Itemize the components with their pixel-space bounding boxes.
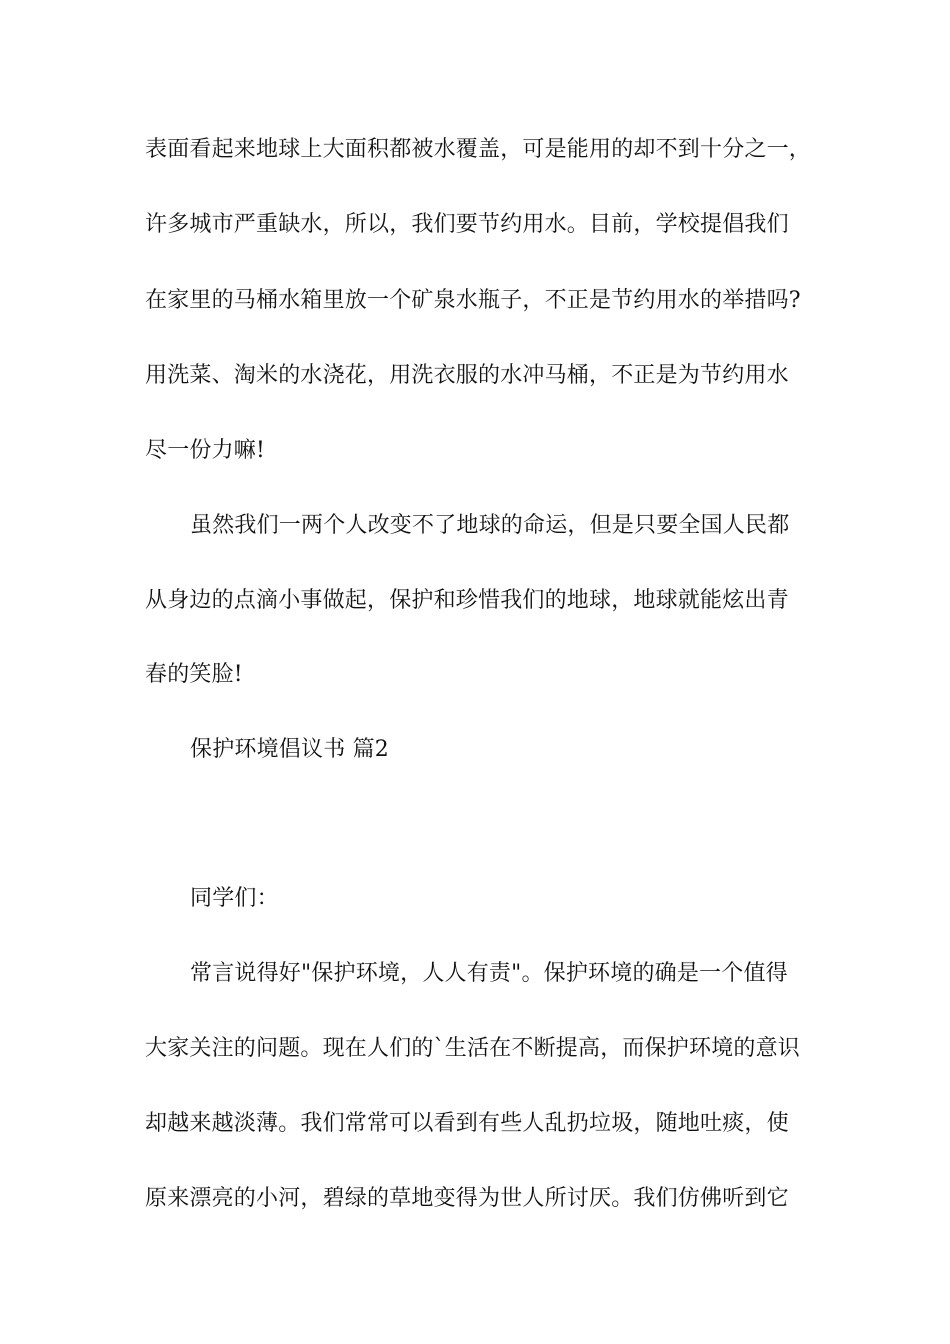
paragraph-line: 却越来越淡薄。我们常常可以看到有些人乱扔垃圾，随地吐痰，使 bbox=[145, 1111, 789, 1136]
paragraph-line: 春的笑脸! bbox=[145, 662, 243, 687]
paragraph-line: 虽然我们一两个人改变不了地球的命运，但是只要全国人民都 bbox=[190, 513, 790, 538]
paragraph-line: 从身边的点滴小事做起，保护和珍惜我们的地球，地球就能炫出青 bbox=[145, 588, 789, 613]
salutation: 同学们： bbox=[190, 886, 279, 911]
paragraph-line: 许多城市严重缺水，所以，我们要节约用水。目前，学校提倡我们 bbox=[145, 212, 789, 237]
paragraph-line: 用洗菜、淘米的水浇花，用洗衣服的水冲马桶，不正是为节约用水 bbox=[145, 363, 789, 388]
paragraph-line: 在家里的马桶水箱里放一个矿泉水瓶子，不正是节约用水的举措吗? bbox=[145, 288, 801, 313]
paragraph-line: 原来漂亮的小河，碧绿的草地变得为世人所讨厌。我们仿佛听到它 bbox=[145, 1186, 789, 1211]
section-heading: 保护环境倡议书 篇2 bbox=[190, 737, 389, 762]
paragraph-line: 常言说得好"保护环境，人人有责"。保护环境的确是一个值得 bbox=[190, 961, 788, 986]
paragraph-line: 大家关注的问题。现在人们的`生活在不断提高，而保护环境的意识 bbox=[145, 1036, 801, 1061]
paragraph-line: 表面看起来地球上大面积都被水覆盖，可是能用的却不到十分之一， bbox=[145, 137, 812, 162]
paragraph-line: 尽一份力嘛! bbox=[145, 438, 266, 463]
